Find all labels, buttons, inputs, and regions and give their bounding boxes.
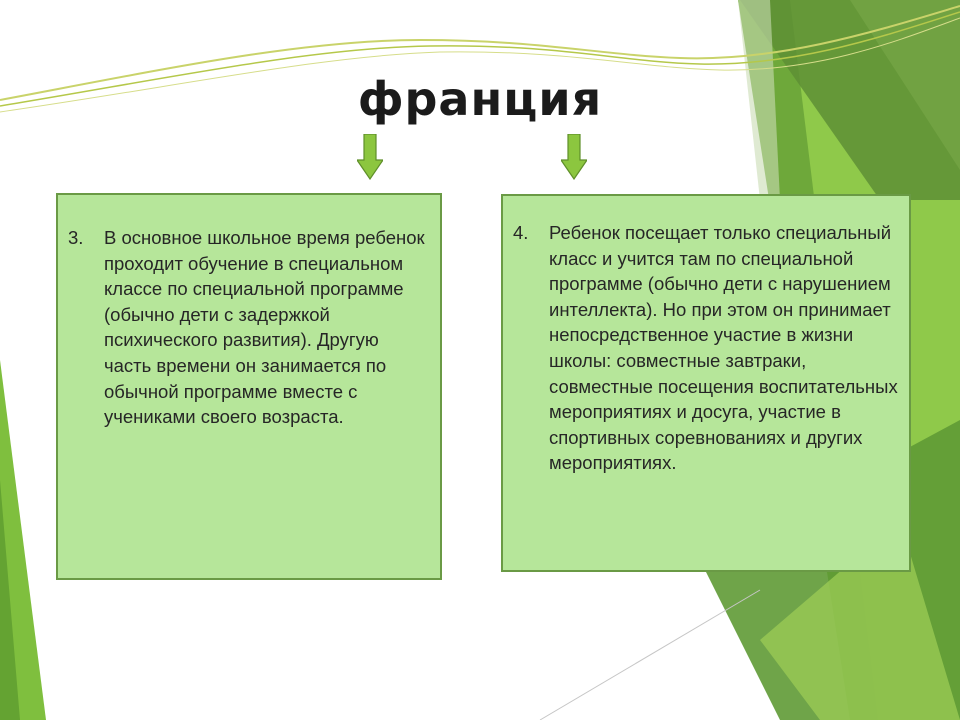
text-box-right (501, 194, 911, 572)
slide-title: франция (357, 72, 603, 126)
arrow-down-icon (357, 134, 383, 180)
item-text: Ребенок посещает только специальный класс и учится там по специальной программе (обычно дети с нарушением интеллекта). Но при этом он принимает непосредственное участие в жизни школы: совместные завтраки, совместные посещения воспитательных мероприятиях и досуга, участие в спортивных соревнованиях и других мероприятиях. (549, 222, 898, 474)
text-box-left (56, 193, 442, 580)
item-number: 4. (513, 222, 529, 243)
list-item (513, 220, 899, 476)
item-number: 3. (68, 227, 84, 248)
item-text: В основное школьное время ребенок проходит обучение в специальном классе по специальной программе (обычно дети с задержкой психического развития). Другую часть времени он занимается по обычной программе вместе с учениками своего возраста. (104, 227, 425, 428)
list-item (68, 225, 430, 430)
arrow-down-icon (561, 134, 587, 180)
